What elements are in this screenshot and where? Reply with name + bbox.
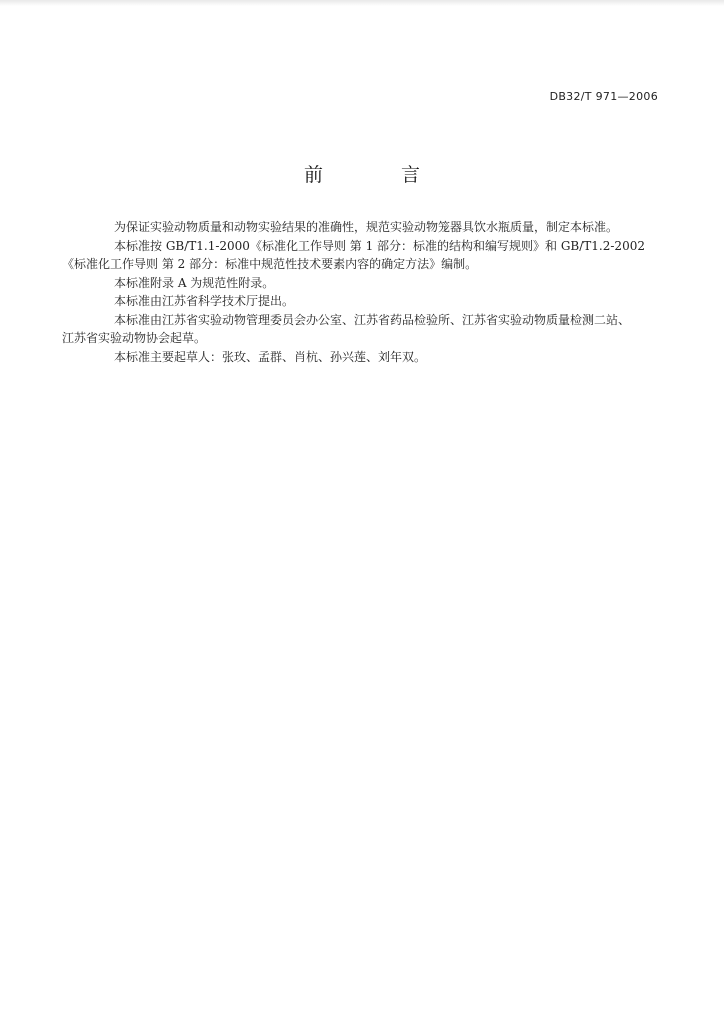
paragraph-line: 为保证实验动物质量和动物实验结果的准确性，规范实验动物笼器具饮水瓶质量，制定本标准。 <box>114 220 619 234</box>
paragraph-drafters-org <box>62 311 662 348</box>
paragraph-line: 本标准附录 A 为规范性附录。 <box>114 275 275 290</box>
paragraph-drafting-rules <box>62 237 662 274</box>
paragraph-line: 本标准由江苏省实验动物管理委员会办公室、江苏省药品检验所、江苏省实验动物质量检测二站、 <box>114 312 631 327</box>
scan-edge <box>0 0 724 6</box>
document-code: DB32/T 971—2006 <box>549 90 658 103</box>
foreword-body <box>62 218 662 366</box>
paragraph-line-continued: 江苏省实验动物协会起草。 <box>62 331 207 345</box>
paragraph-line: 本标准由江苏省科学技术厅提出。 <box>114 294 295 308</box>
paragraph-line-continued: 《标准化工作导则 第 2 部分：标准中规范性技术要素内容的确定方法》编制。 <box>62 257 478 271</box>
paragraph-proposer <box>88 292 662 311</box>
paragraph-line: 本标准按 GB/T1.1-2000《标准化工作导则 第 1 部分：标准的结构和编写规则》和 GB/T1.2-2002 <box>114 238 645 253</box>
page-title: 前 言 <box>303 164 457 186</box>
paragraph-line: 本标准主要起草人：张玫、孟群、肖杭、孙兴莲、刘年双。 <box>114 349 427 364</box>
paragraph-appendix <box>88 274 662 293</box>
paragraph-purpose <box>88 218 662 237</box>
paragraph-main-drafters <box>88 348 662 367</box>
